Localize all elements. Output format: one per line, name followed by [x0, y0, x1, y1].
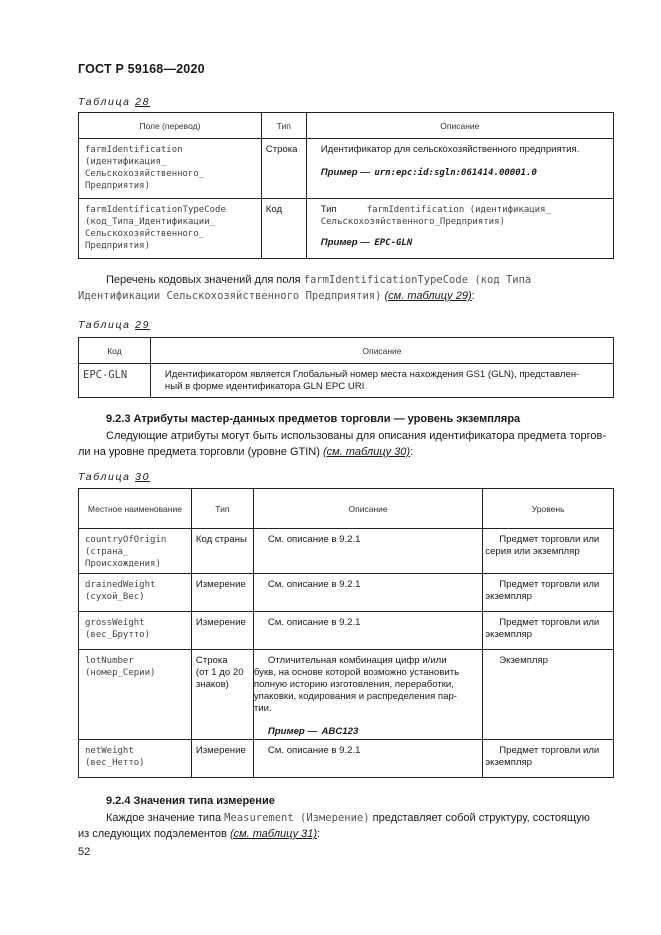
attr-level: Предмет торговли или: [499, 534, 600, 545]
attr-description: Отличительная комбинация цифр и/или: [267, 655, 447, 666]
table-row: [79, 529, 614, 574]
table-29-header-description: Описание: [150, 338, 613, 364]
attr-type: Измерение: [195, 745, 246, 756]
field-description: Идентификатор для сельскохозяйственного предприятия.: [320, 144, 580, 155]
table-30-header-name: Местное наименование: [79, 489, 192, 529]
attr-level: Предмет торговли или: [499, 745, 600, 756]
attr-translation: (номер_Серии): [85, 668, 156, 678]
table-row: [79, 139, 614, 199]
table-30-header-type: Тип: [191, 489, 253, 529]
table-28: [78, 112, 614, 259]
attr-type-cont: (от 1 до 20: [195, 667, 244, 678]
page-number: 52: [78, 846, 91, 858]
field-type: Код: [265, 204, 283, 215]
attr-level: Предмет торговли или: [499, 579, 600, 590]
field-description-cont: Сельскохозяйственного_Предприятия): [320, 217, 505, 227]
attr-level-cont: экземпляр: [485, 757, 533, 768]
attr-level: Экземпляр: [499, 655, 549, 666]
attr-description: См. описание в 9.2.1: [267, 745, 361, 756]
attr-type: Измерение: [195, 579, 246, 590]
table-30-caption: Таблица 30: [78, 471, 151, 483]
field-name: farmIdentification: [85, 145, 183, 155]
attr-type: Строка: [195, 655, 228, 666]
attr-description-cont: полную историю изготовления, переработки,: [253, 679, 454, 690]
table-28-header-field: Поле (перевод): [79, 113, 262, 139]
field-translation: (код_Типа_Идентификации_: [85, 217, 216, 227]
table-row: [79, 650, 614, 740]
table-row: [79, 574, 614, 612]
field-translation: Сельскохозяйственного_: [85, 169, 205, 179]
attr-name: grossWeight: [85, 618, 145, 628]
attr-translation: (вес_Нетто): [85, 758, 145, 768]
field-translation: Предприятия): [85, 241, 151, 251]
attr-name: lotNumber: [85, 656, 134, 666]
table-28-header-description: Описание: [306, 113, 613, 139]
paragraph-table29-ref: Перечень кодовых значений для поля farmIdentificationTypeCode (код Типа Идентификации Сельскохозяйственного Предприятия) (см. таблицу 29):: [78, 274, 532, 302]
example-line: Пример — urn:epc:id:sgln:061414.00001.0: [320, 167, 537, 178]
attr-level-cont: серия или экземпляр: [485, 546, 580, 557]
attr-level-cont: экземпляр: [485, 591, 533, 602]
table-30-link[interactable]: (см. таблицу 30): [322, 446, 411, 458]
attr-type: Код страны: [195, 534, 247, 545]
section-9-2-3-text: Следующие атрибуты могут быть использованы для описания идентификатора предмета торгов-: [106, 430, 606, 442]
table-row: [79, 364, 614, 398]
table-30: [78, 488, 614, 778]
section-9-2-3-text-cont: ли на уровне предмета торговли (уровне GTIN) (см. таблицу 30):: [78, 446, 414, 458]
table-30-header-description: Описание: [253, 489, 482, 529]
example-line: Пример — ABC123: [267, 726, 359, 737]
section-9-2-3-heading: 9.2.3 Атрибуты мастер-данных предметов торговли — уровень экземпляра: [106, 413, 521, 425]
attr-description: См. описание в 9.2.1: [267, 617, 361, 628]
example-line: Пример — EPC-GLN: [320, 237, 413, 248]
section-9-2-4-text-cont: из следующих подэлементов (см. таблицу 31):: [78, 828, 321, 840]
attr-translation: Происхождения): [85, 559, 161, 569]
attr-description-cont: упаковки, кодирования и распределения пар-: [253, 691, 457, 702]
code-value: EPC-GLN: [83, 369, 128, 381]
table-30-header-level: Уровень: [483, 489, 614, 529]
attr-translation: (страна_: [85, 547, 129, 557]
field-name: farmIdentificationTypeCode: [85, 205, 226, 215]
table-row: [79, 612, 614, 650]
table-28-header-type: Тип: [261, 113, 306, 139]
attr-name: countryOfOrigin: [85, 535, 167, 545]
field-translation: Сельскохозяйственного_: [85, 229, 205, 239]
field-translation: (идентификация_: [85, 157, 167, 167]
attr-name: drainedWeight: [85, 580, 156, 590]
attr-level: Предмет торговли или: [499, 617, 600, 628]
attr-type: Измерение: [195, 617, 246, 628]
table-29-link[interactable]: (см. таблицу 29): [384, 290, 472, 302]
attr-description: См. описание в 9.2.1: [267, 534, 361, 545]
table-29: [78, 337, 614, 398]
section-9-2-4-heading: 9.2.4 Значения типа измерение: [106, 795, 275, 807]
field-type: Строка: [265, 144, 298, 155]
table-31-link[interactable]: (см. таблицу 31): [229, 828, 318, 840]
attr-translation: (сухой_Вес): [85, 592, 145, 602]
code-description: Идентификатором является Глобальный номер места нахождения GS1 (GLN), представлен-: [164, 369, 580, 380]
attr-type-cont: знаков): [195, 679, 229, 690]
attr-description-cont: букв, на основе которой возможно установить: [253, 667, 460, 678]
table-row: [79, 740, 614, 778]
attr-description-cont: тии.: [253, 703, 272, 714]
document-header: ГОСТ Р 59168—2020: [78, 62, 205, 76]
attr-description: См. описание в 9.2.1: [267, 579, 361, 590]
field-translation: Предприятия): [85, 181, 151, 191]
table-29-header-code: Код: [79, 338, 151, 364]
attr-translation: (вес_Брутто): [85, 630, 151, 640]
table-row: [79, 199, 614, 259]
table-29-caption: Таблица 29: [78, 319, 151, 331]
table-28-caption: Таблица 28: [78, 96, 151, 108]
section-9-2-4-text: Каждое значение типа Measurement (Измерение) представляет собой структуру, состоящую: [106, 812, 590, 824]
attr-name: netWeight: [85, 746, 134, 756]
code-description-cont: ный в форме идентификатора GLN EPC URI: [164, 381, 365, 392]
field-description: Тип farmIdentification (идентификация_: [320, 204, 551, 215]
attr-level-cont: экземпляр: [485, 629, 533, 640]
